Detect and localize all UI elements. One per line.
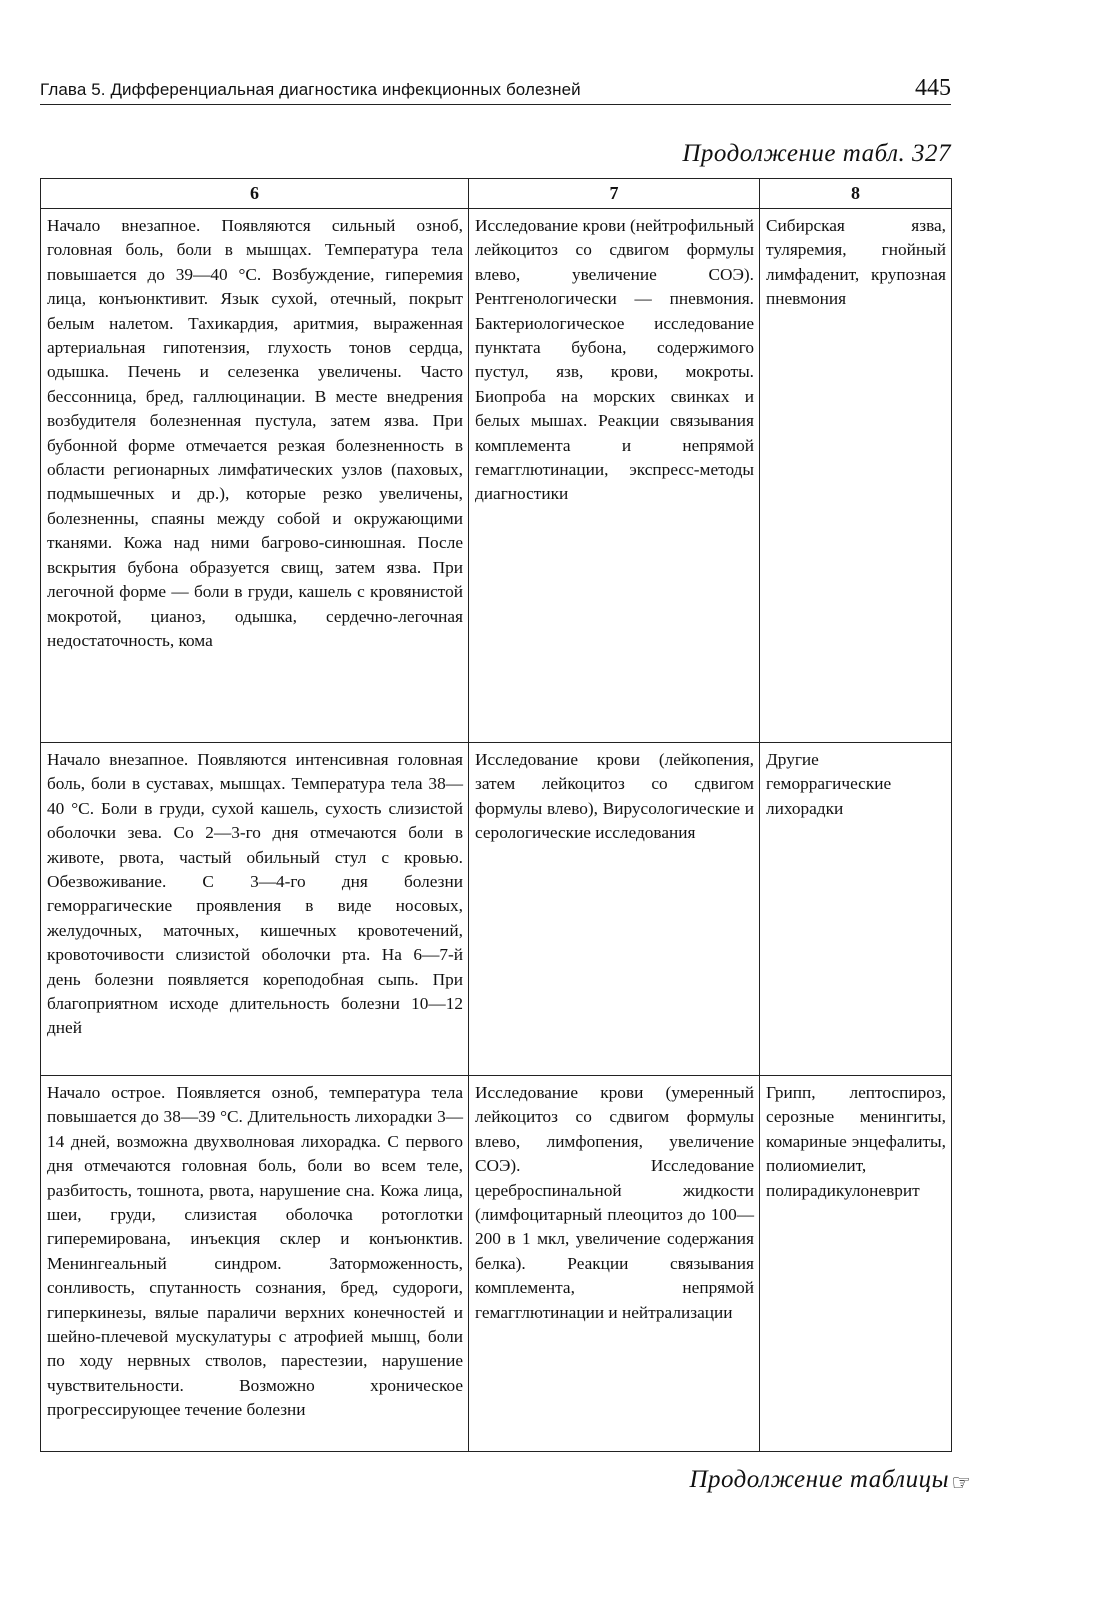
column-header-6: 6 [41,179,469,209]
differential-cell: Сибирская язва, туляремия, гнойный лимфаденит, крупозная пневмония [760,209,952,743]
differential-cell: Грипп, лептоспироз, серозные менингиты, комариные энцефалиты, полиомиелит, полирадикулоневрит [760,1076,952,1452]
table-row [41,743,952,1076]
table-continues-note: Продолжение таблицы [689,1466,949,1493]
differential-cell: Другие геморрагические лихорадки [760,743,952,1076]
clinical-signs-cell: Начало внезапное. Появляются интенсивная головная боль, боли в суставах, мышцах. Температура тела 38—40 °С. Боли в груди, сухой кашель, сухость слизистой оболочки зева. Со 2—3-го дня отмечаются боли в животе, рвота, частый обильный стул с кровью. Обезвоживание. С 3—4-го дня болезни геморрагические проявления в виде носовых, желудочных, маточных, кишечных кровотечений, кровоточивости слизистой оболочки рта. На 6—7-й день болезни появляется кореподобная сыпь. При благоприятном исходе длительность болезни 10—12 дней [41,743,469,1076]
table-header-row [41,179,952,209]
table-row [41,1076,952,1452]
running-header [40,76,951,105]
hand-pointing-arrow-icon: ☞ [951,1470,971,1495]
differential-diagnosis-table [40,178,952,1452]
table-continuation-caption: Продолжение табл. 327 [682,140,951,167]
lab-diagnosis-cell: Исследование крови (умеренный лейкоцитоз со сдвигом формулы влево, лимфопения, увеличение СОЭ). Исследование цереброспинальной жидкости (лимфоцитарный плеоцитоз до 100—200 в 1 мкл, увеличение содержания белка). Реакции связывания комплемента, непрямой гемагглютинации и нейтрализации [469,1076,760,1452]
chapter-title: Глава 5. Дифференциальная диагностика инфекционных болезней [40,80,581,99]
lab-diagnosis-cell: Исследование крови (нейтрофильный лейкоцитоз со сдвигом формулы влево, увеличение СОЭ). Рентгенологически — пневмония. Бактериологическое исследование пунктата бубона, содержимого пустул, язв, крови, мокроты. Биопроба на морских свинках и белых мышах. Реакции связывания комплемента и непрямой гемагглютинации, экспресс-методы диагностики [469,209,760,743]
column-header-8: 8 [760,179,952,209]
clinical-signs-cell: Начало острое. Появляется озноб, температура тела повышается до 38—39 °С. Длительность лихорадки 3—14 дней, возможна двухволновая лихорадка. С первого дня отмечаются головная боль, боли во всем теле, разбитость, тошнота, рвота, нарушение сна. Кожа лица, шеи, груди, слизистая оболочка ротоглотки гиперемирована, инъекция склер и конъюнктив. Менингеальный синдром. Заторможенность, сонливость, спутанность сознания, бред, судороги, гиперкинезы, вялые параличи верхних конечностей и шейно-плечевой мускулатуры с атрофией мышц, боли по ходу нервных стволов, парестезии, нарушение чувствительности. Возможно хроническое прогрессирующее течение болезни [41,1076,469,1452]
table-row [41,209,952,743]
column-header-7: 7 [469,179,760,209]
lab-diagnosis-cell: Исследование крови (лейкопения, затем лейкоцитоз со сдвигом формулы влево), Вирусологические и серологические исследования [469,743,760,1076]
page-number: 445 [915,75,951,101]
clinical-signs-cell: Начало внезапное. Появляются сильный озноб, головная боль, боли в мышцах. Температура тела повышается до 39—40 °С. Возбуждение, гиперемия лица, конъюнктивит. Язык сухой, отечный, покрыт белым налетом. Тахикардия, аритмия, выраженная артериальная гипотензия, глухость тонов сердца, одышка. Печень и селезенка увеличены. Часто бессонница, бред, галлюцинации. В месте внедрения возбудителя болезненная пустула, затем язва. При бубонной форме отмечается резкая болезненность в области регионарных лимфатических узлов (паховых, подмышечных и др.), которые резко увеличены, болезненны, спаяны между собой и окружающими тканями. Кожа над ними багрово-синюшная. После вскрытия бубона образуется свищ, затем язва. При легочной форме — боли в груди, кашель с кровянистой мокротой, цианоз, одышка, сердечно-легочная недостаточность, кома [41,209,469,743]
